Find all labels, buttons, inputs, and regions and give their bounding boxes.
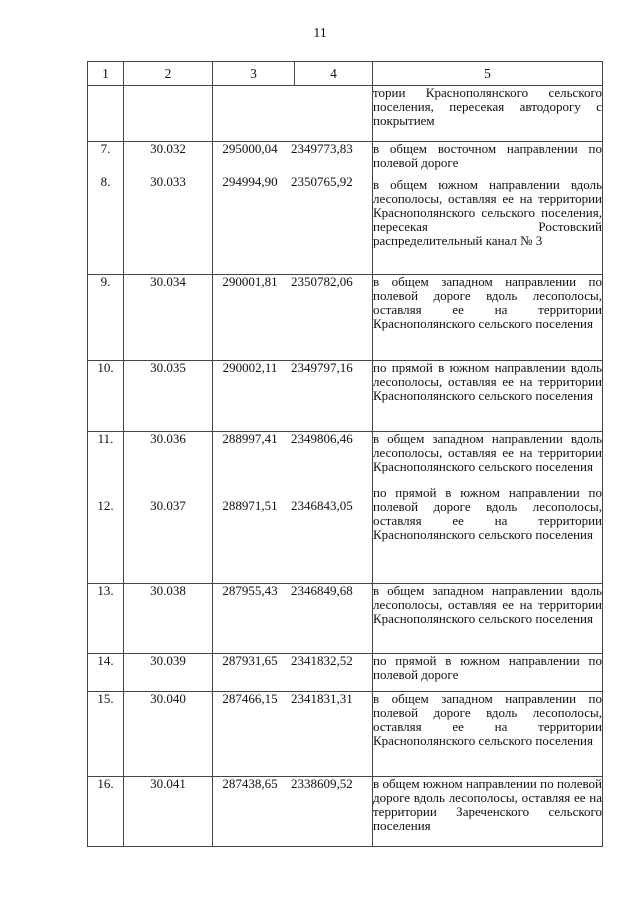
description-text: в общем западном направлении вдоль лесополосы, оставляя ее на территории Краснополянского сельского поселения xyxy=(373,431,602,474)
point-code: 30.035 xyxy=(150,360,186,375)
x-coordinate: 287931,65 xyxy=(222,653,278,668)
x-coordinate: 294994,90 xyxy=(222,174,278,189)
x-coordinate: 288997,41 xyxy=(222,431,278,446)
y-coordinate: 2349806,46 xyxy=(291,431,353,446)
point-code: 30.033 xyxy=(150,174,186,189)
y-coordinate: 2346843,05 xyxy=(291,498,353,513)
description-text: в общем западном направлении по полевой дороге вдоль лесополосы, оставляя ее на территории Краснополянского сельского поселения xyxy=(373,691,602,748)
table-row xyxy=(88,692,603,777)
y-coordinate: 2349773,83 xyxy=(291,141,353,156)
description-text: по прямой в южном направлении по полевой дороге вдоль лесополосы, оставляя ее на территории Краснополянского сельского поселения xyxy=(373,485,602,542)
y-coordinate: 2338609,52 xyxy=(291,776,353,791)
point-number: 9. xyxy=(100,274,111,289)
x-coordinate: 290001,81 xyxy=(222,274,278,289)
x-coordinate: 287438,65 xyxy=(222,776,278,791)
y-coordinate: 2346849,68 xyxy=(291,583,353,598)
table-row xyxy=(88,584,603,654)
x-coordinate: 295000,04 xyxy=(222,141,278,156)
point-number: 12. xyxy=(97,498,114,513)
description-text: по прямой в южном направлении вдоль лесополосы, оставляя ее на территории Краснополянского сельского поселения xyxy=(373,360,602,403)
y-coordinate: 2341832,52 xyxy=(291,653,353,668)
x-coordinate: 288971,51 xyxy=(222,498,278,513)
continuation-row xyxy=(88,86,603,142)
point-code: 30.034 xyxy=(150,274,186,289)
table-header-row xyxy=(88,62,603,86)
header-cell: 1 xyxy=(88,62,124,86)
description-text: по прямой в южном направлении по полевой дороге xyxy=(373,653,602,682)
point-number: 10. xyxy=(97,360,114,375)
description-text: в общем западном направлении по полевой дороге вдоль лесополосы, оставляя ее на территории Краснополянского сельского поселения xyxy=(373,274,602,331)
page-number: 11 xyxy=(313,26,327,41)
point-number: 7. xyxy=(100,141,111,156)
point-code: 30.032 xyxy=(150,141,186,156)
point-code: 30.038 xyxy=(150,583,186,598)
point-code: 30.040 xyxy=(150,691,186,706)
table-row xyxy=(88,361,603,432)
point-code: 30.039 xyxy=(150,653,186,668)
point-number: 14. xyxy=(97,653,114,668)
x-coordinate: 287955,43 xyxy=(222,583,278,598)
point-number: 15. xyxy=(97,691,114,706)
point-number: 8. xyxy=(100,174,111,189)
description-text: тории Краснополянского сельского поселения, пересекая автодорогу с покрытием xyxy=(373,85,602,128)
table-row xyxy=(88,777,603,847)
description-text: в общем западном направлении вдоль лесополосы, оставляя ее на территории Краснополянского сельского поселения xyxy=(373,583,602,626)
description-text: в общем восточном направлении по полевой дороге xyxy=(373,141,602,170)
point-code: 30.037 xyxy=(150,498,186,513)
y-coordinate: 2350782,06 xyxy=(291,274,353,289)
point-number: 11. xyxy=(97,431,114,446)
description-text: в общем южном направлении вдоль лесополосы, оставляя ее на территории Краснополянского сельского поселения, пересекая Ростовский распределительный канал № 3 xyxy=(373,177,602,248)
point-number: 16. xyxy=(97,776,114,791)
point-code: 30.041 xyxy=(150,776,186,791)
header-cell: 4 xyxy=(295,62,373,86)
table-row xyxy=(88,142,603,275)
boundary-description-table xyxy=(87,61,603,847)
y-coordinate: 2349797,16 xyxy=(291,360,353,375)
table-row xyxy=(88,432,603,584)
point-number: 13. xyxy=(97,583,114,598)
header-cell: 5 xyxy=(373,62,603,86)
header-cell: 2 xyxy=(124,62,213,86)
y-coordinate: 2350765,92 xyxy=(291,174,353,189)
y-coordinate: 2341831,31 xyxy=(291,691,353,706)
x-coordinate: 287466,15 xyxy=(222,691,278,706)
description-text: в общем южном направлении по полевой дороге вдоль лесополосы, оставляя ее на территории Зареченского сельского поселения xyxy=(373,776,602,833)
table-row xyxy=(88,275,603,361)
header-cell: 3 xyxy=(213,62,295,86)
x-coordinate: 290002,11 xyxy=(222,360,278,375)
table-row xyxy=(88,654,603,692)
point-code: 30.036 xyxy=(150,431,186,446)
